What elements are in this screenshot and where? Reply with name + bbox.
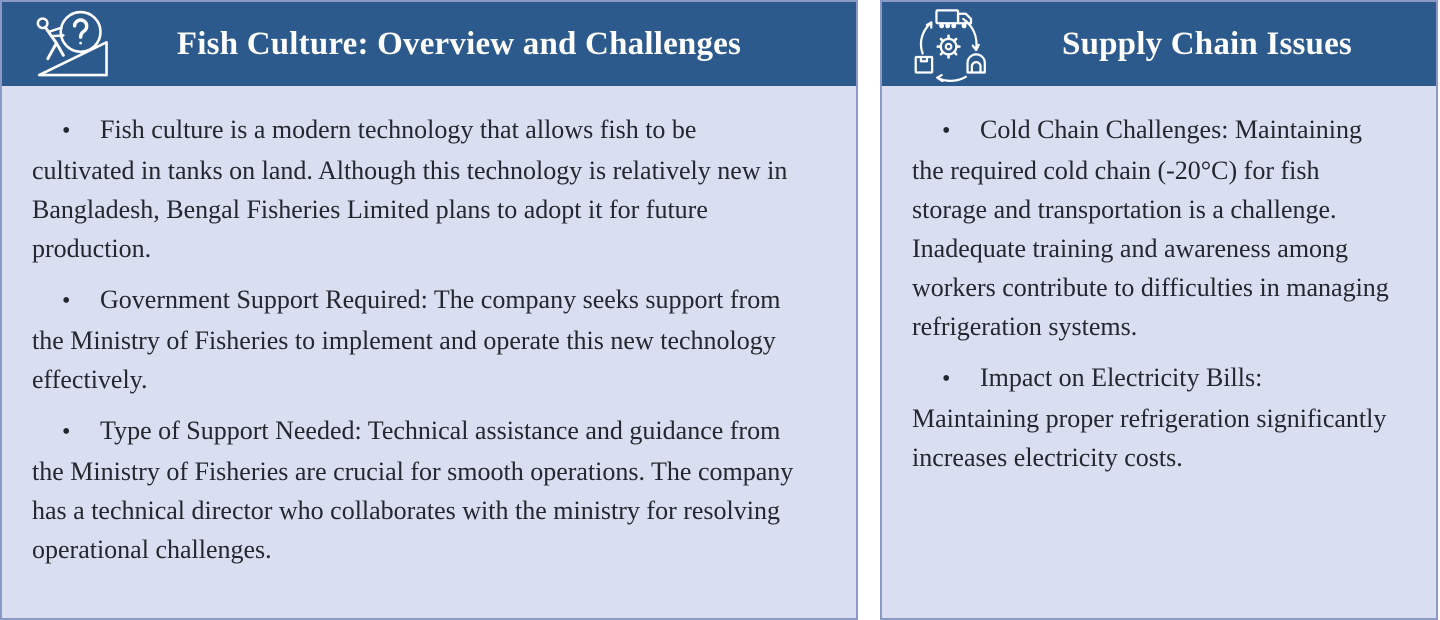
bullet-item <box>32 411 802 569</box>
bullet-text: Type of Support Needed: Technical assistance and guidance from the Ministry of Fisheries are crucial for smooth operations. The company has a technical director who collaborates with the ministry for resolving operational challenges. <box>32 416 794 564</box>
bullet-item <box>32 280 802 399</box>
bullet-text: Government Support Required: The company seeks support from the Ministry of Fisheries to implement and operate this new technology effectively. <box>32 285 781 394</box>
supply-chain-card-header <box>882 2 1436 86</box>
bullet-marker: • <box>62 419 71 445</box>
fish-culture-card-title: Fish Culture: Overview and Challenges <box>176 25 742 62</box>
bullet-marker: • <box>942 118 951 144</box>
bullet-marker: • <box>62 288 71 314</box>
supply-chain-card-body <box>882 86 1436 618</box>
fish-culture-card-body <box>2 86 856 618</box>
supply-chain-card-title: Supply Chain Issues <box>1062 25 1352 62</box>
bullet-text: Cold Chain Challenges: Maintaining the required cold chain (-20°C) for fish storage and transportation is a challenge. Inadequate training and awareness among workers contribute to difficulties in managing refrigeration systems. <box>912 115 1389 341</box>
bullet-item <box>32 110 802 268</box>
bullet-marker: • <box>942 366 951 392</box>
challenge-pushing-question-ball-icon <box>28 6 116 82</box>
supply-chain-cycle-icon <box>908 6 996 82</box>
bullet-text: Fish culture is a modern technology that allows fish to be cultivated in tanks on land. Although this technology is relatively new in Bangladesh, Bengal Fisheries Limited plans to adopt it for future production. <box>32 115 788 263</box>
fish-culture-card-header <box>2 2 856 86</box>
bullet-item <box>912 358 1392 477</box>
bullet-marker: • <box>62 118 71 144</box>
supply-chain-card <box>880 0 1438 620</box>
bullet-item <box>912 110 1392 346</box>
bullet-text: Impact on Electricity Bills: Maintaining proper refrigeration significantly increases electricity costs. <box>912 363 1387 472</box>
